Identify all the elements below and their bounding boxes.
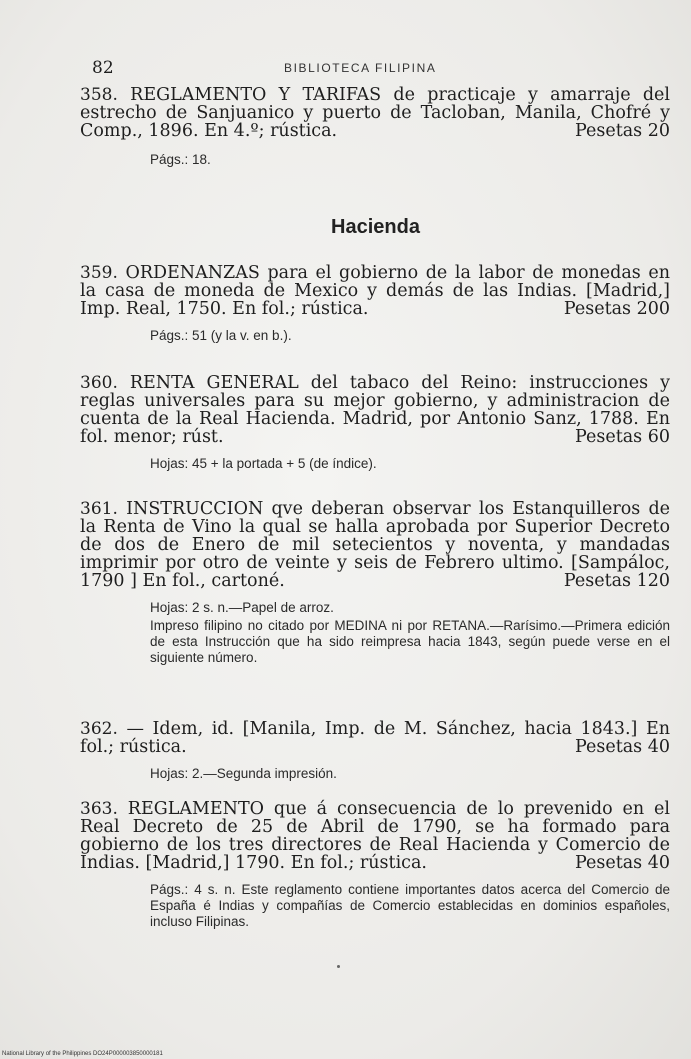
entry-price: Pesetas 120 (563, 571, 670, 591)
catalog-entry (80, 500, 670, 666)
catalog-entry (80, 374, 670, 472)
entry-text: INSTRUCCION qve deberan observar los Estanquilleros de la Renta de Vino la qual se halla aprobada por Superior Decreto de dos de Enero de mil setecientos y noventa, y mandadas imprimir por otro de veinte y seis de Febrero ultimo. [Sampáloc, 1790 ] En fol., cartoné. (80, 499, 670, 591)
running-title: BIBLIOTECA FILIPINA (284, 61, 437, 75)
entry-body (80, 264, 670, 318)
entry-body (80, 374, 670, 446)
entry-text: ORDENANZAS para el gobierno de la labor de monedas en la casa de moneda de Mexico y demás de las Indias. [Madrid,] Imp. Real, 1750. En fol.; rústica. (80, 263, 670, 319)
entry-number: 362. (80, 719, 118, 739)
scan-footer: National Library of the Philippines DO24P000003850000181 (2, 1051, 163, 1057)
entry-text: REGLAMENTO que á consecuencia de lo prevenido en el Real Decreto de 25 de Abril de 1790, se ha formado para gobierno de los tres directores de Real Hacienda y Comercio de Indias. [Madrid,] 1790. En fol.; rústica. (80, 799, 670, 873)
entry-text: REGLAMENTO Y TARIFAS de practicaje y amarraje del estrecho de Sanjuanico y puerto de Tacloban, Manila, Chofré y Comp., 1896. En 4.º; rústica. (80, 85, 670, 141)
entry-number: 363. (80, 799, 118, 819)
section-title: Hacienda (331, 216, 420, 238)
entry-body (80, 800, 670, 872)
entry-number: 359. (80, 263, 118, 283)
entry-note: Hojas: 45 + la portada + 5 (de índice). (150, 456, 377, 471)
entry-price: Pesetas 40 (575, 737, 670, 757)
entry-text: — Idem, id. [Manila, Imp. de M. Sánchez, hacia 1843.] En fol.; rústica. (80, 719, 670, 757)
ink-speck (337, 965, 340, 968)
entry-note: Págs.: 18. (150, 152, 211, 167)
entry-price: Pesetas 60 (575, 427, 670, 447)
entry-price: Pesetas 200 (563, 299, 670, 319)
entry-number: 358. (80, 85, 118, 105)
entry-note: Págs.: 4 s. n. Este reglamento contiene importantes datos acerca del Comercio de España é Indias y compañías de Comercio establecidas en dominios españoles, incluso Filipinas. (150, 882, 670, 929)
catalog-entry (80, 800, 670, 930)
entry-note: Hojas: 2 s. n.—Papel de arroz. (150, 600, 334, 615)
catalog-entry (80, 720, 670, 782)
page-number: 82 (92, 58, 114, 78)
entry-note: Págs.: 51 (y la v. en b.). (150, 328, 292, 343)
entry-note: Impreso filipino no citado por MEDINA ni por RETANA.—Rarísimo.—Primera edición de esta Instrucción que ha sido reimpresa hacia 1843, según puede verse en el siguiente número. (150, 618, 670, 665)
entry-number: 361. (80, 499, 118, 519)
catalog-entry (80, 86, 670, 168)
catalog-entry (80, 264, 670, 344)
entry-price: Pesetas 40 (575, 853, 670, 873)
entry-number: 360. (80, 373, 118, 393)
entry-price: Pesetas 20 (575, 121, 670, 141)
entry-note: Hojas: 2.—Segunda impresión. (150, 766, 337, 781)
entry-body (80, 720, 670, 756)
entry-body (80, 86, 670, 140)
entry-body (80, 500, 670, 590)
entry-text: RENTA GENERAL del tabaco del Reino: instrucciones y reglas universales para su mejor gobierno, y administracion de cuenta de la Real Hacienda. Madrid, por Antonio Sanz, 1788. En fol. menor; rúst. (80, 373, 670, 447)
